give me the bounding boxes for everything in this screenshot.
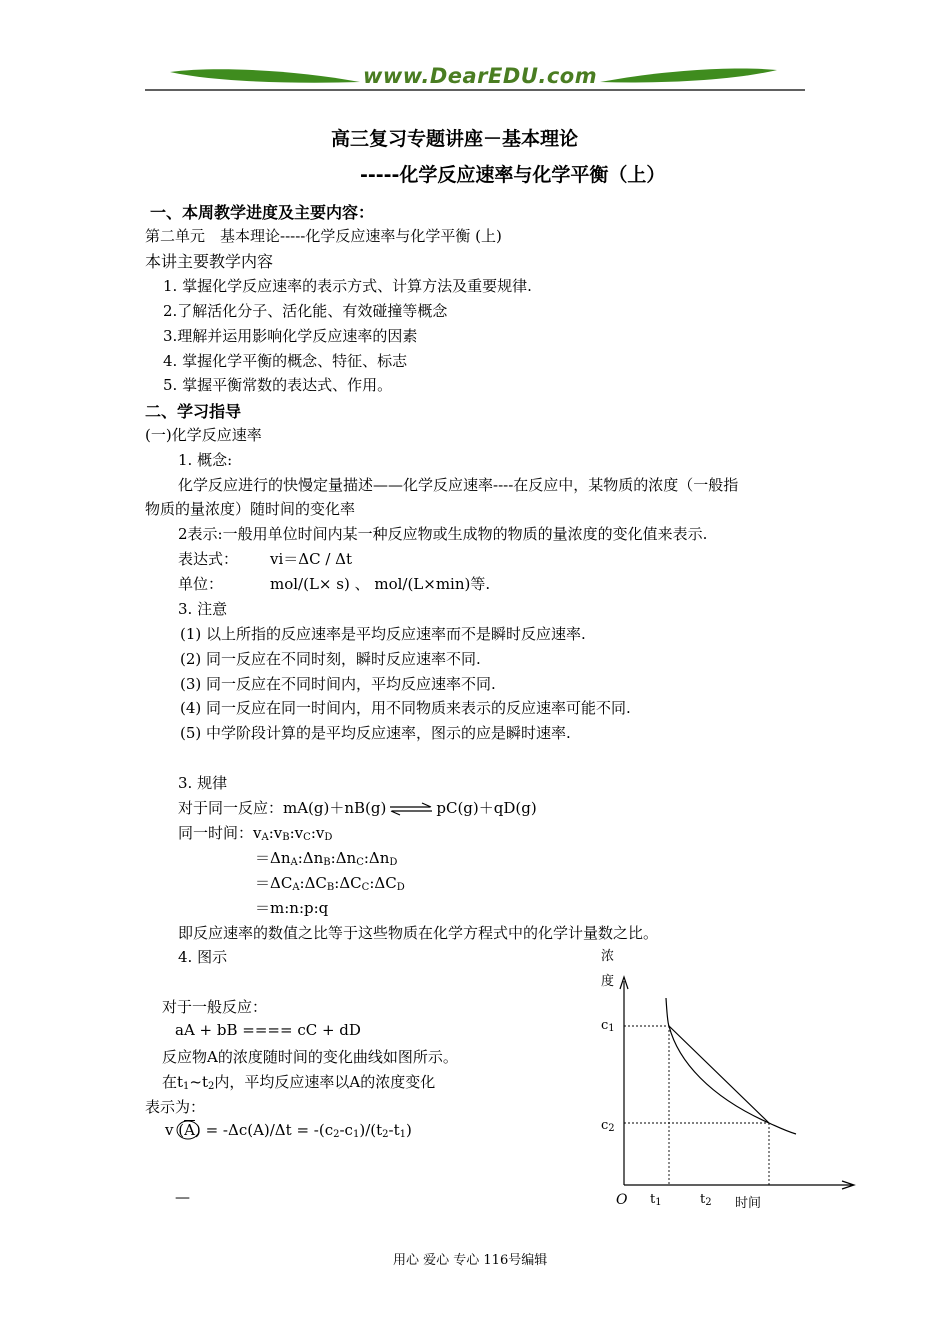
- reaction-left: 对于同一反应：mA(g)＋nB(g): [178, 799, 387, 817]
- interval-suffix: 内，平均反应速率以A的浓度变化: [214, 1073, 436, 1091]
- formula-eq: = -Δc(A)/Δt = -(c: [200, 1121, 334, 1139]
- general-reaction: aA + bB ==== cC + dD: [175, 1021, 361, 1039]
- secant-line: [669, 1026, 769, 1123]
- dash-mark: —: [175, 1188, 190, 1206]
- ratio-c: $=\Delta C_A:\Delta C_B:\Delta C_C:\Delta C_D$: [255, 874, 405, 893]
- unit-label: 单位：: [178, 575, 224, 593]
- origin-label: O: [616, 1192, 628, 1208]
- concentration-time-graph: [600, 975, 860, 1208]
- curve-description: 反应物A的浓度随时间的变化曲线如图所示。: [162, 1048, 458, 1066]
- interval-line: 在$t_1\sim t_2$内，平均反应速率以A的浓度变化: [162, 1073, 436, 1092]
- equilibrium-arrow-icon: [388, 802, 434, 816]
- concept-text-line1: 化学反应进行的快慢定量描述——化学反应速率----在反应中，某物质的浓度（一般指: [178, 476, 739, 494]
- x-axis-label: 时间: [735, 1196, 762, 1211]
- list-item: 4. 掌握化学平衡的概念、特征、标志: [163, 352, 408, 370]
- subsection-heading: (一)化学反应速率: [145, 426, 262, 444]
- formula-circle-mark: [175, 1119, 201, 1141]
- expressed-as: 表示为：: [145, 1098, 206, 1116]
- interval-prefix: 在: [162, 1073, 178, 1091]
- average-rate-formula: v $(A) = -\Delta c(A)/\Delta t = -(c_2-c_1)/(t_2-t_1)$: [165, 1121, 412, 1140]
- content-heading: 本讲主要教学内容: [145, 252, 274, 271]
- list-item: 5. 掌握平衡常数的表达式、作用。: [163, 376, 393, 394]
- footer-text: 用心 爱心 专心 116号编辑: [393, 1253, 548, 1268]
- page-subtitle: -----化学反应速率与化学平衡（上）: [360, 164, 666, 186]
- section1-heading: 一、本周教学进度及主要内容：: [150, 203, 375, 222]
- reaction-right: pC(g)＋qD(g): [436, 799, 537, 817]
- reaction-equation: [178, 797, 537, 818]
- section2-heading: 二、学习指导: [145, 402, 242, 421]
- c2-label: $c_2$: [601, 1118, 615, 1134]
- header-logo: [145, 60, 805, 96]
- note-item: (5) 中学阶段计算的是平均反应速率，图示的应是瞬时速率.: [180, 724, 571, 742]
- ratio-n: $=\Delta n_A:\Delta n_B:\Delta n_C:\Delta n_D$: [255, 849, 398, 868]
- t1-label: $t_1$: [650, 1192, 662, 1208]
- concept-label: 1. 概念:: [178, 451, 233, 469]
- conclusion: 即反应速率的数值之比等于这些物质在化学方程式中的化学计量数之比。: [178, 924, 659, 942]
- ratio-coefficients: ＝m:n:p:q: [255, 899, 329, 917]
- list-item: 1. 掌握化学反应速率的表示方式、计算方法及重要规律.: [163, 277, 532, 295]
- note-item: (2) 同一反应在不同时刻，瞬时反应速率不同.: [180, 650, 481, 668]
- list-item: 3.理解并运用影响化学反应速率的因素: [163, 327, 418, 345]
- t2-label: $t_2$: [700, 1192, 712, 1208]
- page-title: 高三复习专题讲座－基本理论: [331, 128, 579, 150]
- graph-label: 4. 图示: [178, 948, 228, 966]
- list-item: 2.了解活化分子、活化能、有效碰撞等概念: [163, 302, 448, 320]
- logo-text: www.DearEDU.com: [363, 64, 598, 88]
- unit-line: 第二单元 基本理论-----化学反应速率与化学平衡 (上): [145, 227, 502, 245]
- formula-label: 表达式：: [178, 550, 239, 568]
- note-item: (3) 同一反应在不同时间内，平均反应速率不同.: [180, 675, 496, 693]
- note-item: (4) 同一反应在同一时间内，用不同物质来表示的反应速率可能不同.: [180, 699, 631, 717]
- concentration-curve: [666, 998, 796, 1134]
- unit-value: mol/(L× s) 、 mol/(L×min)等.: [270, 575, 491, 593]
- c1-label: $c_1$: [601, 1018, 615, 1034]
- general-reaction-label: 对于一般反应：: [162, 998, 268, 1016]
- rate-formula: vi＝ΔC / Δt: [270, 550, 353, 568]
- same-time-label: 同一时间：: [178, 824, 254, 842]
- y-axis-label-2: 度: [601, 974, 615, 989]
- notes-label: 3. 注意: [178, 600, 228, 618]
- express-line: 2表示:一般用单位时间内某一种反应物或生成物的物质的量浓度的变化值来表示.: [178, 525, 708, 543]
- same-time-ratio: 同一时间：$v_A:v_B:v_C:v_D$: [178, 824, 333, 843]
- rule-label: 3. 规律: [178, 774, 228, 792]
- note-item: (1) 以上所指的反应速率是平均反应速率而不是瞬时反应速率.: [180, 625, 586, 643]
- y-axis-label-1: 浓: [601, 949, 615, 964]
- concept-text-line2: 物质的量浓度）随时间的变化率: [145, 500, 356, 518]
